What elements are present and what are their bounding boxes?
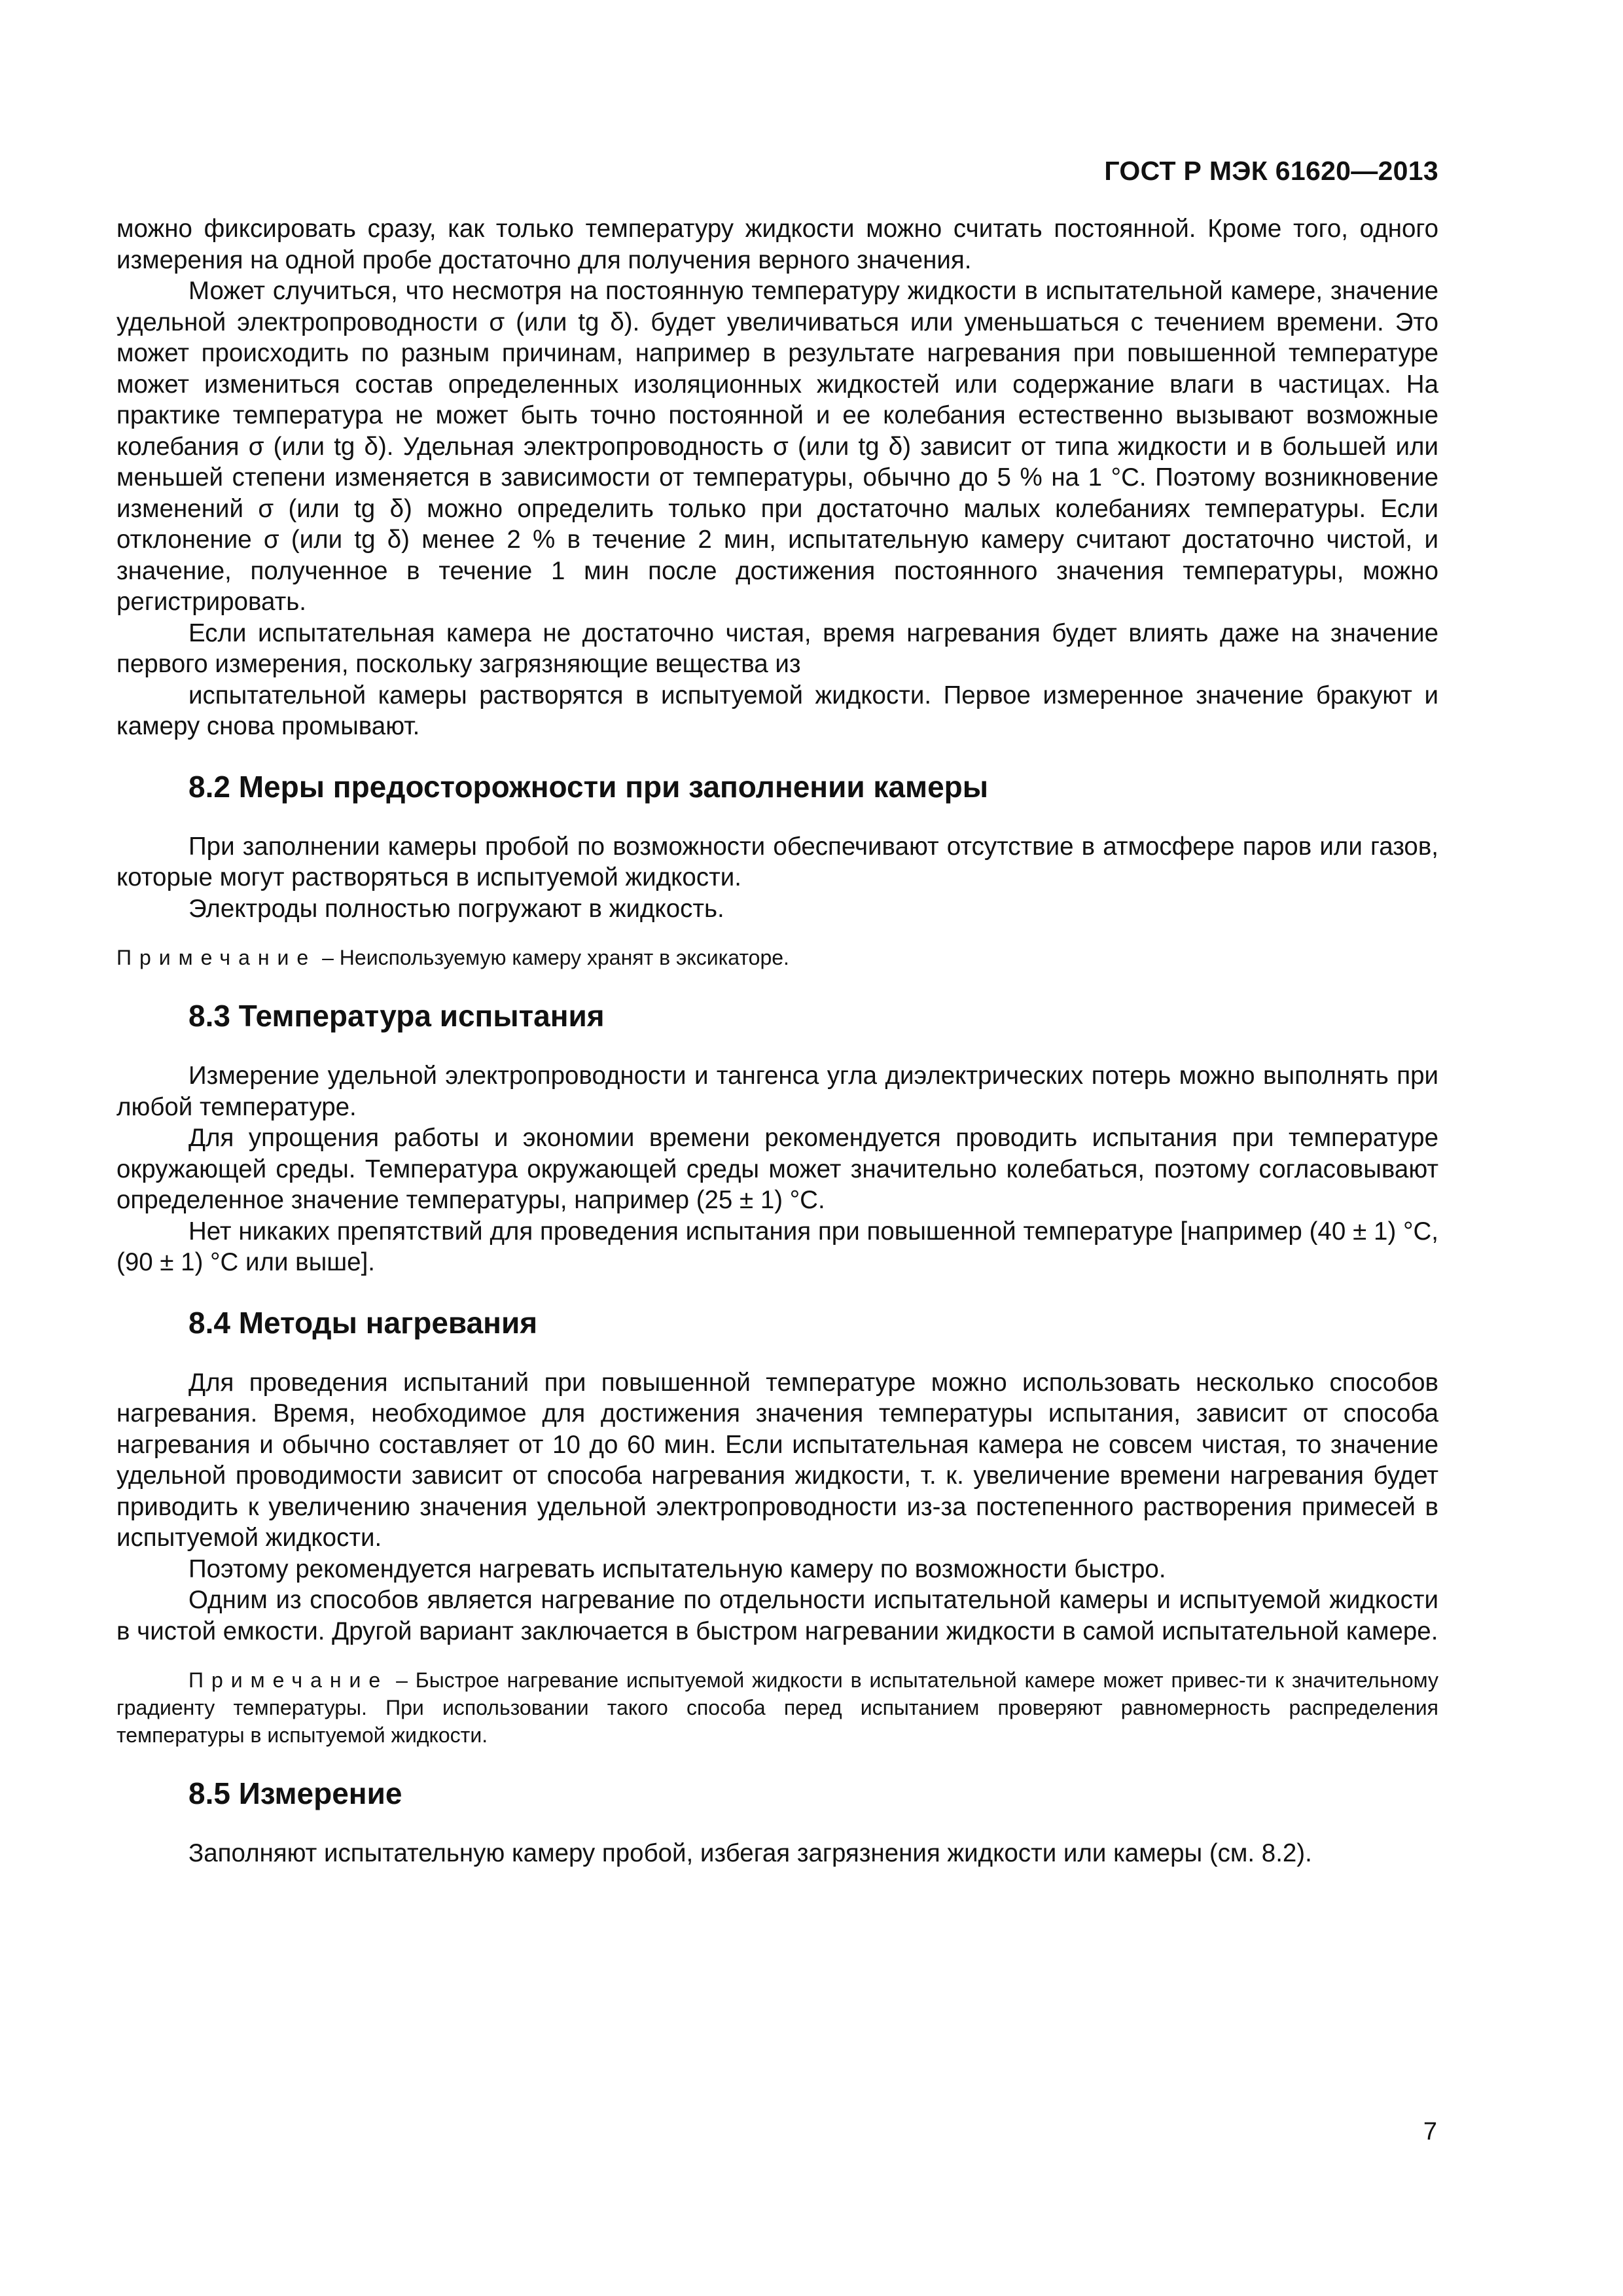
note-label: Примечание	[188, 1668, 389, 1692]
section-8-5-heading: 8.5 Измерение	[188, 1776, 402, 1810]
section-8-4-paragraph-3: Одним из способов является нагревание по отдельности испытательной камеры и испытуемой жидкости в чистой емкости. Другой вариант заключается в быстром нагревании жидкости в самой испытательной камере.	[116, 1586, 1438, 1645]
section-8-3-paragraph-2: Для упрощения работы и экономии времени рекомендуется проводить испытания при температуре окружающей среды. Температура окружающей среды может значительно колебаться, поэтому согласовывают определенное значение температуры, например (25 ± 1) °С.	[116, 1124, 1438, 1214]
section-8-3-paragraph-3: Нет никаких препятствий для проведения испытания при повышенной температуре [например (40 ± 1) °С, (90 ± 1) °С или выше].	[116, 1217, 1438, 1276]
note-text: – Быстрое нагревание испытуемой жидкости в испытательной камере может привес-ти к значительному градиенту температуры. При использовании такого способа перед испытанием проверяют равномерность распределения температуры в испытуемой жидкости.	[116, 1668, 1438, 1747]
intro-paragraph-1: можно фиксировать сразу, как только температуру жидкости можно считать постоянной. Кроме того, одного измерения на одной пробе достаточно для получения верного значения.	[116, 215, 1438, 274]
intro-paragraph-3: Если испытательная камера не достаточно чистая, время нагревания будет влиять даже на значение первого измерения, поскольку загрязняющие вещества из	[116, 619, 1438, 678]
section-8-4-paragraph-2: Поэтому рекомендуется нагревать испытательную камеру по возможности быстро.	[188, 1554, 1166, 1583]
note-label: Примечание	[116, 946, 317, 969]
section-8-2-paragraph-2: Электроды полностью погружают в жидкость.	[188, 894, 724, 923]
note-text: – Неиспользуемую камеру хранят в эксикаторе.	[316, 946, 789, 969]
section-8-2-paragraph-1: При заполнении камеры пробой по возможности обеспечивают отсутствие в атмосфере паров или газов, которые могут растворяться в испытуемой жидкости.	[116, 832, 1438, 891]
page-number: 7	[1423, 2118, 1437, 2145]
section-8-5-paragraph-1: Заполняют испытательную камеру пробой, избегая загрязнения жидкости или камеры (см. 8.2).	[188, 1839, 1312, 1867]
intro-paragraph-4: испытательной камеры растворятся в испытуемой жидкости. Первое измеренное значение бракуют и камеру снова промывают.	[116, 681, 1438, 740]
section-8-2-heading: 8.2 Меры предосторожности при заполнении камеры	[188, 769, 989, 804]
section-8-4-paragraph-1: Для проведения испытаний при повышенной температуре можно использовать несколько способов нагревания. Время, необходимое для достижения значения температуры испытания, зависит от способа нагревания и обычно составляет от 10 до 60 мин. Если испытательная камера не совсем чистая, то значение удельной проводимости зависит от способа нагревания жидкости, т. к. увеличение времени нагревания будет приводить к увеличению значения удельной электропроводности из-за постепенного растворения примесей в испытуемой жидкости.	[116, 1368, 1438, 1552]
section-8-3-heading: 8.3 Температура испытания	[188, 999, 605, 1033]
document-header: ГОСТ Р МЭК 61620—2013	[1104, 156, 1438, 186]
section-8-4-note	[116, 1666, 1438, 1749]
section-8-3-paragraph-1: Измерение удельной электропроводности и тангенса угла диэлектрических потерь можно выполнять при любой температуре.	[116, 1062, 1438, 1121]
section-8-2-note	[116, 944, 1438, 971]
section-8-4-heading: 8.4 Методы нагревания	[188, 1305, 538, 1340]
document-body	[116, 213, 1438, 1869]
intro-paragraph-2: Может случиться, что несмотря на постоянную температуру жидкости в испытательной камере, значение удельной электропроводности σ (или tg δ). будет увеличиваться или уменьшаться с течением времени. Это может происходить по разным причинам, например в результате нагревания при повышенной температуре может измениться состав определенных изоляционных жидкостей или содержание влаги в частицах. На практике температура не может быть точно постоянной и ее колебания естественно вызывают возможные колебания σ (или tg δ). Удельная электропроводность σ (или tg δ) зависит от типа жидкости и в большей или меньшей степени изменяется в зависимости от температуры, обычно до 5 % на 1 °С. Поэтому возникновение изменений σ (или tg δ) можно определить только при достаточно малых колебаниях температуры. Если отклонение σ (или tg δ) менее 2 % в течение 2 мин, испытательную камеру считают достаточно чистой, и значение, полученное в течение 1 мин после достижения постоянного значения температуры, можно регистрировать.	[116, 277, 1438, 616]
